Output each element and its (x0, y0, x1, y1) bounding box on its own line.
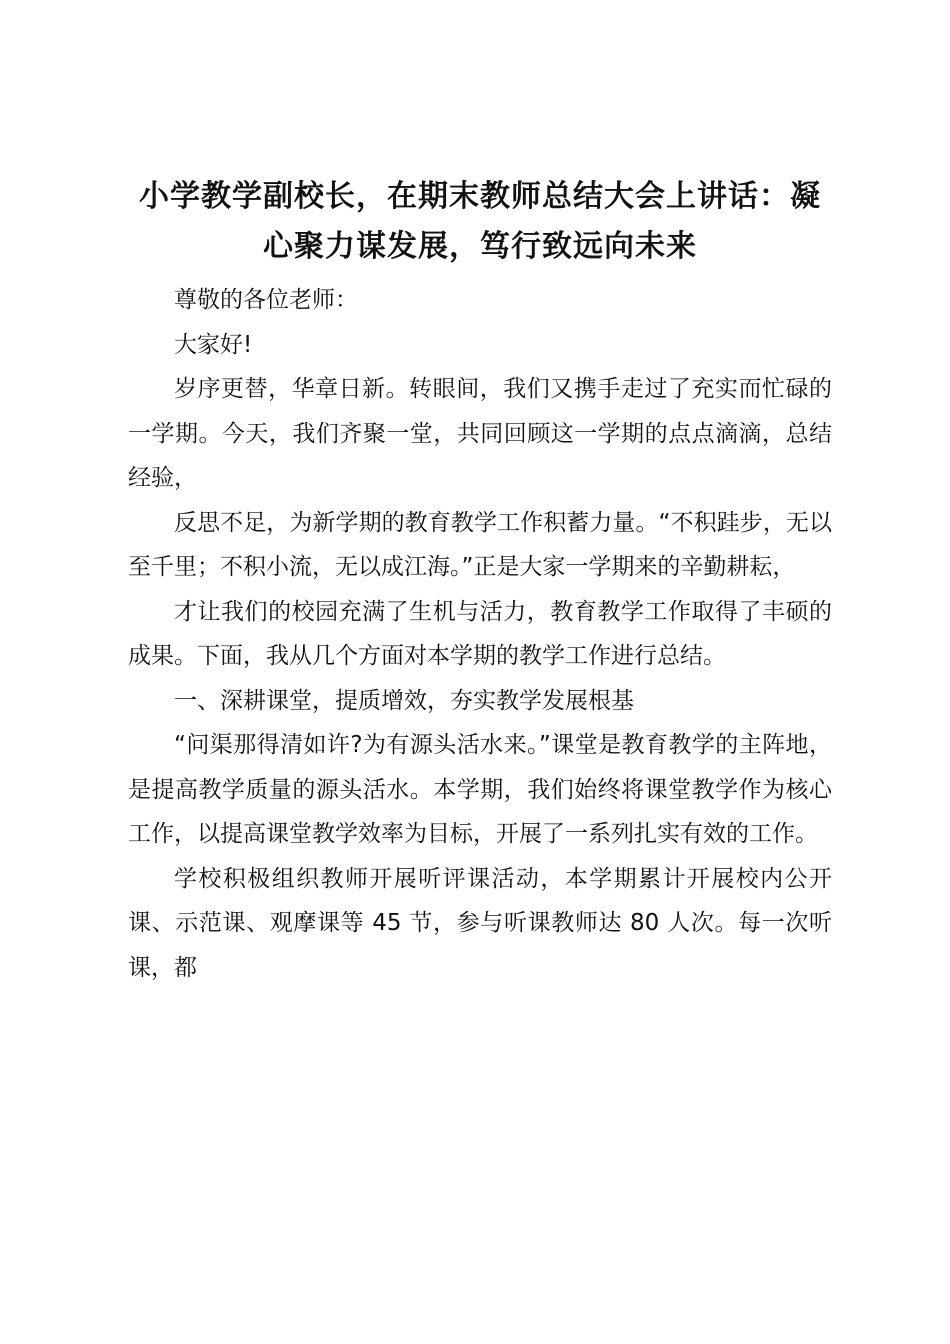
paragraph: 才让我们的校园充满了生机与活力，教育教学工作取得了丰硕的成果。下面，我从几个方面对本学期的教学工作进行总结。 (128, 598, 832, 669)
salutation: 尊敬的各位老师： (174, 287, 358, 313)
paragraph: 反思不足，为新学期的教育教学工作积蓄力量。“不积跬步，无以至千里；不积小流，无以成江海。”正是大家一学期来的辛勤耕耘， (128, 509, 832, 580)
document-title: 小学教学副校长，在期末教师总结大会上讲话：凝心聚力谋发展，笃行致远向未来 (139, 179, 821, 264)
document-body (128, 278, 832, 990)
paragraph: 学校积极组织教师开展听评课活动，本学期累计开展校内公开课、示范课、观摩课等 45 节，参与听课教师达 80 人次。每一次听课，都 (128, 865, 832, 981)
paragraph: 岁序更替，华章日新。转眼间，我们又携手走过了充实而忙碌的一学期。今天，我们齐聚一堂，共同回顾这一学期的点点滴滴，总结经验， (128, 376, 832, 491)
section-heading: 一、深耕课堂，提质增效，夯实教学发展根基 (174, 687, 634, 714)
greeting: 大家好! (174, 331, 253, 358)
paragraph: “问渠那得清如许?为有源头活水来。”课堂是教育教学的主阵地，是提高教学质量的源头活水。本学期，我们始终将课堂教学作为核心工作，以提高课堂教学效率为目标，开展了一系列扎实有效的工作。 (128, 732, 832, 847)
